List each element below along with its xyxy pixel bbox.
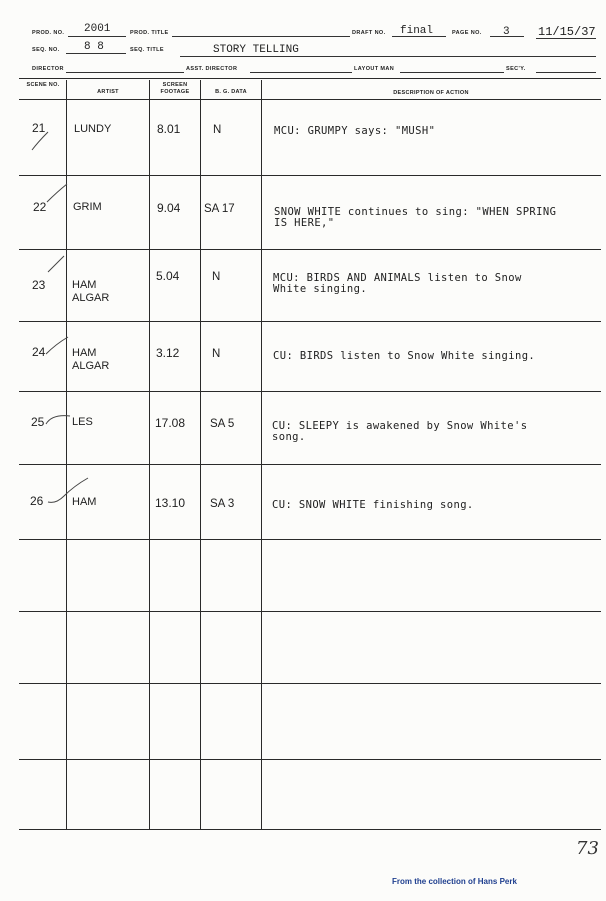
scene-number: 24 [32, 345, 46, 359]
pencil-check-mark [46, 254, 68, 276]
action-description: SNOW WHITE continues to sing: "WHEN SPRING IS HERE," [274, 206, 557, 229]
bg-data: N [212, 348, 221, 360]
column-divider [261, 80, 262, 830]
screen-footage: 9.04 [157, 201, 181, 215]
col-header-description: DESCRIPTION OF ACTION [393, 90, 469, 96]
asst-director-label: ASST. DIRECTOR [186, 66, 238, 72]
col-header-bg: B. G. DATA [215, 89, 247, 95]
artist-name: LUNDY [74, 123, 112, 135]
row-divider [19, 249, 601, 250]
prod-no-label: PROD. NO. [32, 30, 65, 36]
scene-number: 22 [33, 200, 47, 214]
col-header-footage: SCREEN FOOTAGE [160, 82, 190, 95]
row-divider [19, 391, 601, 392]
scene-number: 25 [31, 415, 45, 429]
artist-name: GRIM [73, 201, 102, 213]
artist-name: HAM [72, 496, 97, 508]
screen-footage: 3.12 [156, 346, 180, 360]
bg-data: N [213, 124, 222, 136]
action-description: CU: SNOW WHITE finishing song. [272, 499, 474, 511]
page-no-label: PAGE NO. [452, 30, 482, 36]
screen-footage: 5.04 [156, 269, 180, 283]
bg-data: SA 17 [204, 203, 235, 215]
page-no-value: 3 [503, 26, 510, 38]
pencil-check-mark [44, 334, 72, 358]
row-divider [19, 611, 601, 612]
seq-title-value: STORY TELLING [213, 44, 299, 56]
artist-name: HAM ALGAR [72, 347, 110, 372]
column-header-border [19, 99, 601, 100]
row-divider [19, 683, 601, 684]
row-divider [19, 464, 601, 465]
row-divider [19, 539, 601, 540]
action-description: CU: BIRDS listen to Snow White singing. [273, 350, 536, 362]
row-divider [19, 759, 601, 760]
screen-footage: 8.01 [157, 122, 181, 136]
seq-no-value: 8 8 [84, 41, 104, 53]
seq-title-label: SEQ. TITLE [130, 47, 164, 53]
date-value: 11/15/37 [538, 25, 596, 39]
action-description: MCU: BIRDS AND ANIMALS listen to Snow White singing. [273, 272, 522, 295]
row-divider [19, 175, 601, 176]
bg-data: N [212, 271, 221, 283]
asst-director-line [250, 72, 352, 73]
table-top-border [19, 78, 601, 79]
scene-number: 21 [32, 121, 46, 135]
action-description: CU: SLEEPY is awakened by Snow White's song. [272, 420, 528, 443]
bg-data: SA 3 [210, 498, 235, 510]
prod-title-label: PROD. TITLE [130, 30, 169, 36]
row-divider [19, 321, 601, 322]
bg-data: SA 5 [210, 418, 235, 430]
col-header-artist: ARTIST [97, 89, 119, 95]
seq-no-label: SEQ. NO. [32, 47, 60, 53]
pencil-check-mark [45, 180, 71, 206]
collection-credit: From the collection of Hans Perk [392, 877, 517, 886]
draft-no-value: final [400, 25, 434, 37]
secy-label: SEC'Y. [506, 66, 526, 72]
director-line [66, 72, 184, 73]
scene-number: 26 [30, 494, 44, 508]
layout-man-line [400, 72, 504, 73]
date-line [536, 38, 596, 39]
pencil-check-mark [30, 128, 52, 154]
artist-name: HAM ALGAR [72, 279, 110, 304]
seq-no-line [66, 53, 126, 54]
column-divider [149, 80, 150, 830]
seq-title-line [180, 56, 596, 57]
layout-man-label: LAYOUT MAN [354, 66, 395, 72]
col-header-scene: SCENE NO. [26, 82, 60, 88]
secy-line [536, 72, 596, 73]
director-label: DIRECTOR [32, 66, 64, 72]
prod-no-line [68, 36, 126, 37]
draft-no-label: DRAFT NO. [352, 30, 386, 36]
pencil-check-mark [46, 474, 92, 508]
table-bottom-border [19, 829, 601, 830]
screen-footage: 17.08 [155, 416, 186, 430]
scene-number: 23 [32, 278, 46, 292]
action-description: MCU: GRUMPY says: "MUSH" [274, 125, 436, 137]
prod-no-value: 2001 [84, 23, 111, 35]
prod-title-line [172, 36, 350, 37]
pencil-check-mark [44, 410, 74, 430]
column-divider [200, 80, 201, 830]
screen-footage: 13.10 [155, 496, 186, 510]
page-number: 73 [576, 838, 599, 859]
artist-name: LES [72, 416, 93, 428]
